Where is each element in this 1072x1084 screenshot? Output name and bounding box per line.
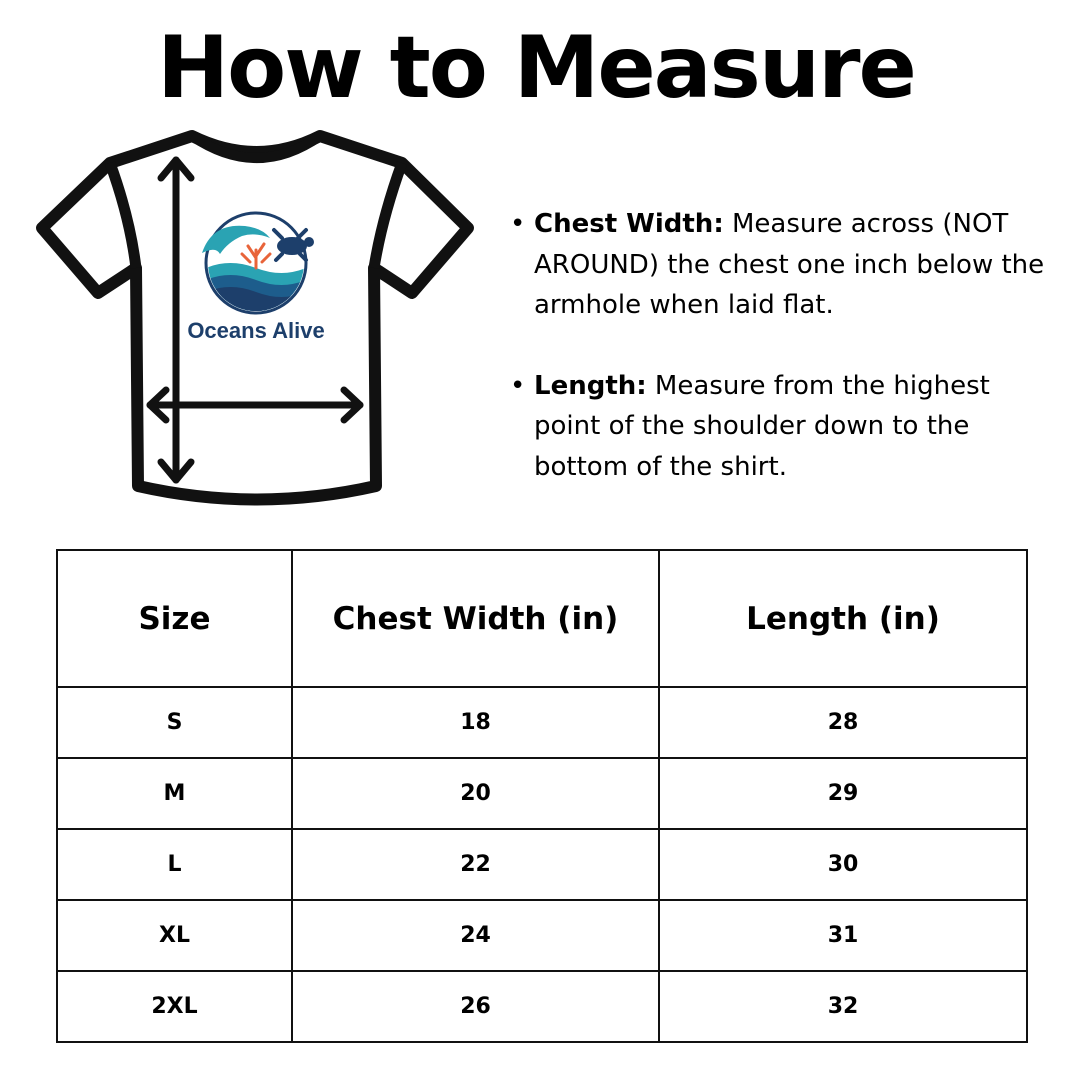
tshirt-right-seam (374, 163, 402, 268)
length-note (508, 366, 1056, 488)
cell-size: 2XL (57, 971, 292, 1042)
cell-chest-width: 18 (292, 687, 659, 758)
bullet: • (510, 370, 526, 401)
header-size: Size (57, 550, 292, 687)
tshirt-left-seam (110, 163, 136, 268)
chest-width-arrow-icon (150, 390, 360, 420)
table-row (57, 971, 1027, 1042)
cell-size: M (57, 758, 292, 829)
chest-width-note (508, 204, 1056, 326)
cell-length: 30 (659, 829, 1027, 900)
table-row (57, 758, 1027, 829)
cell-size: L (57, 829, 292, 900)
header-chest-width: Chest Width (in) (292, 550, 659, 687)
page-title: How to Measure (157, 18, 915, 118)
header-length: Length (in) (659, 550, 1027, 687)
cell-length: 29 (659, 758, 1027, 829)
table-row (57, 829, 1027, 900)
cell-size: XL (57, 900, 292, 971)
cell-chest-width: 26 (292, 971, 659, 1042)
cell-chest-width: 20 (292, 758, 659, 829)
table-header-row (57, 550, 1027, 687)
bullet: • (510, 209, 526, 239)
cell-length: 28 (659, 687, 1027, 758)
cell-chest-width: 24 (292, 900, 659, 971)
oceans-alive-logo (187, 213, 324, 343)
tshirt-illustration (30, 128, 480, 518)
table-row (57, 900, 1027, 971)
size-chart-table (56, 549, 1028, 1043)
table-row (57, 687, 1027, 758)
note-text: Measure across (NOT AROUND) the chest one inch below the armhole when laid flat. (534, 209, 1045, 320)
logo-text: Oceans Alive (187, 318, 325, 343)
note-label: Chest Width: (534, 209, 724, 239)
cell-size: S (57, 687, 292, 758)
cell-length: 31 (659, 900, 1027, 971)
note-label: Length: (534, 370, 647, 401)
measurement-instructions (508, 204, 1056, 487)
note-text: Measure from the highest point of the shoulder down to the bottom of the shirt. (534, 370, 990, 482)
cell-length: 32 (659, 971, 1027, 1042)
cell-chest-width: 22 (292, 829, 659, 900)
